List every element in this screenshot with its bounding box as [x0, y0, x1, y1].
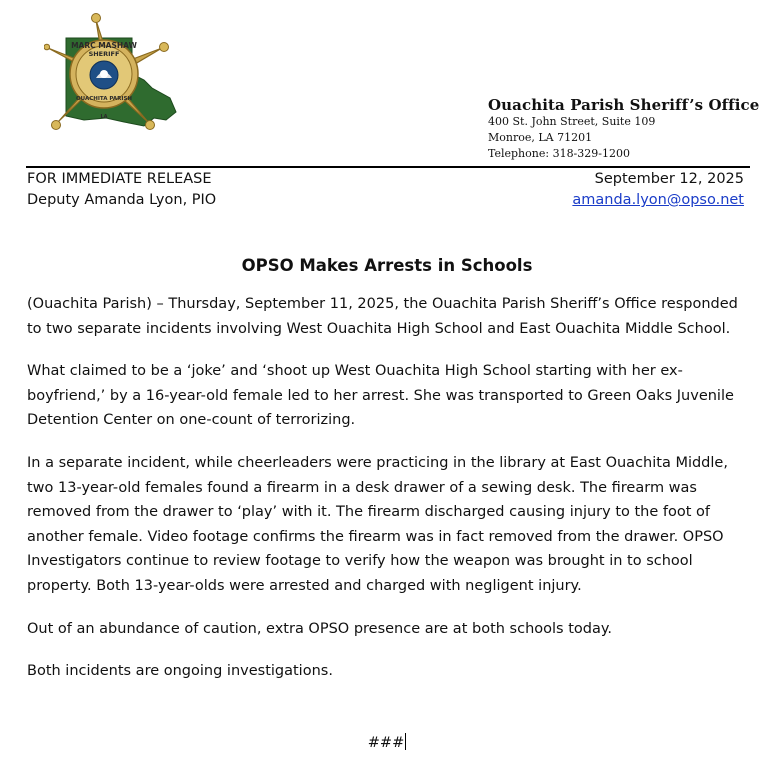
release-date: September 12, 2025	[594, 171, 744, 187]
sheriff-badge-logo	[44, 8, 184, 140]
text-cursor	[405, 733, 406, 750]
badge-bottom-text: OUACHITA PARISH	[75, 96, 133, 102]
office-address-line1: 400 St. John Street, Suite 109	[488, 115, 656, 128]
release-label: FOR IMMEDIATE RELEASE	[27, 171, 212, 187]
contact-name: Deputy Amanda Lyon, PIO	[27, 192, 217, 208]
badge-state-text: LA	[100, 114, 108, 120]
end-mark-wrap[interactable]	[0, 733, 774, 751]
paragraph-3: In a separate incident, while cheerleaders were practicing in the library at East Ouachita Middle, two 13-year-old females found a firearm in a desk drawer of a sewing desk. The firearm was removed from the drawer to ‘play’ with it. The firearm discharged causing injury to the foot of another female. Video footage confirms the firearm was in fact removed from the drawer. OPSO Investigators continue to review footage to verify how the weapon was brought in to school property. Both 13-year-olds were arrested and charged with negligent injury.	[27, 454, 728, 594]
header-divider	[26, 166, 750, 168]
end-mark: ###	[367, 735, 405, 751]
contact-email-link[interactable]: amanda.lyon@opso.net	[572, 192, 744, 208]
badge-sub-text: SHERIFF	[88, 50, 120, 58]
paragraph-4: Out of an abundance of caution, extra OPSO presence are at both schools today.	[27, 620, 612, 637]
office-telephone: Telephone: 318-329-1200	[488, 147, 630, 160]
badge-top-text: MARC MASHAW	[71, 41, 137, 50]
paragraph-5: Both incidents are ongoing investigations.	[27, 663, 333, 680]
office-address-line2: Monroe, LA 71201	[488, 131, 593, 144]
office-letterhead	[488, 96, 759, 162]
office-name: Ouachita Parish Sheriff’s Office	[488, 96, 760, 114]
contact-email-wrap	[572, 192, 744, 208]
paragraph-1: (Ouachita Parish) – Thursday, September 11, 2025, the Ouachita Parish Sheriff’s Office responded to two separate incidents involving West Ouachita High School and East Ouachita Middle School.	[27, 296, 738, 337]
release-body	[27, 292, 749, 702]
headline: OPSO Makes Arrests in Schools	[241, 256, 533, 275]
paragraph-2: What claimed to be a ‘joke’ and ‘shoot up West Ouachita High School starting with her ex-boyfriend,’ by a 16-year-old female led to her arrest. She was transported to Green Oaks Juvenile Detention Center on one-count of terrorizing.	[27, 363, 734, 429]
